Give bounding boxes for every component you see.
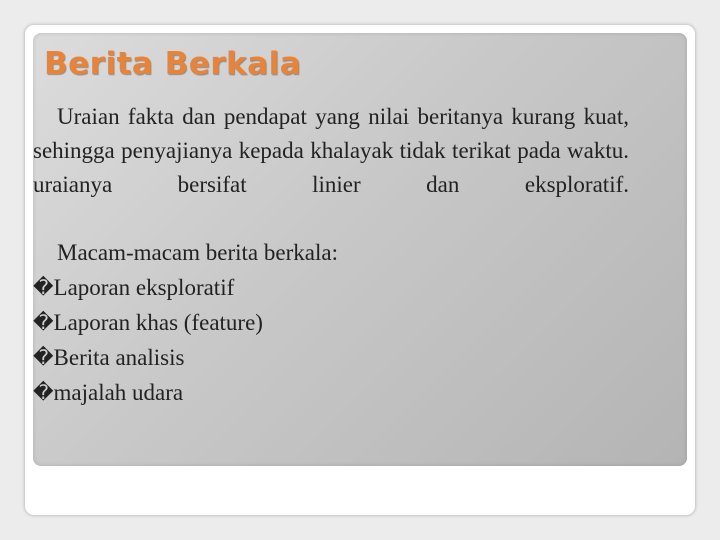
list-item	[33, 340, 629, 375]
bullet-glyph: �	[33, 380, 54, 404]
list-item-label: majalah udara	[53, 380, 184, 405]
list-item-label: Laporan khas (feature)	[53, 310, 263, 335]
list-item	[33, 270, 629, 305]
list-item-label: Berita analisis	[53, 345, 185, 370]
bullet-glyph: �	[33, 275, 54, 299]
slide-title: Berita Berkala	[44, 46, 302, 82]
list-item	[33, 375, 629, 410]
slide-body	[33, 100, 629, 410]
definition-paragraph: Uraian fakta dan pendapat yang nilai beritanya kurang kuat, sehingga penyajianya kepada khalayak tidak terikat pada waktu. uraianya bersifat linier dan eksploratif.	[33, 104, 629, 197]
list-heading: Macam-macam berita berkala:	[57, 240, 338, 265]
bullet-glyph: �	[33, 345, 54, 369]
list-item-label: Laporan eksploratif	[53, 275, 235, 300]
bullet-glyph: �	[33, 310, 54, 334]
list-item	[33, 305, 629, 340]
